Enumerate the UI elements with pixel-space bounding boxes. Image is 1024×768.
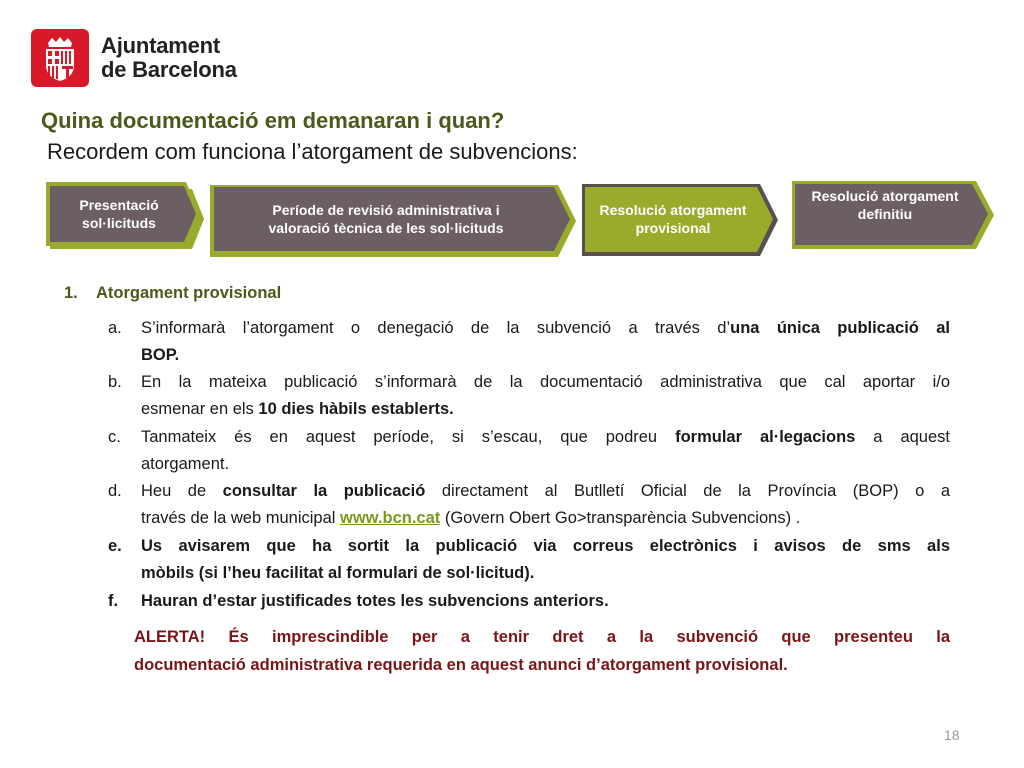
step-2-label: Període de revisió administrativa i valoració tècnica de les sol·licituds [268,202,504,236]
item-c-line-2: atorgament. [141,455,230,473]
item-b-line-2: esmenar en els 10 dies hàbils establerts. [141,400,454,418]
list-marker: a. [108,319,122,337]
page-number: 18 [944,727,960,743]
list-marker: c. [108,428,121,446]
logo-line-1: Ajuntament [101,33,221,58]
list-marker: b. [108,373,122,391]
list-marker: f. [108,592,119,610]
process-step-resolucio-definitiu [790,179,998,253]
page-title: Quina documentació em demanaran i quan? [41,108,505,133]
section-number: 1. [64,284,78,302]
alert-line-2: documentació administrativa requerida en aquest anunci d’atorgament provisional. [134,656,788,674]
barcelona-seal-icon [31,29,89,87]
item-e-line-1: Us avisarem que ha sortit la publicació via correus electrònics i avisos de sms als [141,537,950,555]
step-3-label: Resolució atorgament provisional [599,202,747,236]
item-e-line-2: mòbils (si l’heu facilitat al formulari de sol·licitud). [141,564,535,582]
process-step-presentacio [44,180,204,252]
logo-line-2: de Barcelona [101,57,237,82]
logo-text [101,34,237,82]
item-a-line-1: S’informarà l’atorgament o denegació de la subvenció a través d’una única publicació al [141,319,950,337]
process-step-resolucio-provisional [580,182,782,258]
section-heading: Atorgament provisional [96,284,282,302]
process-step-revisio [208,181,580,261]
step-4-label: Resolució atorgament definitiu [811,188,959,222]
item-a-line-2: BOP. [141,346,180,364]
bcn-website-link[interactable]: www.bcn.cat [340,509,441,527]
item-c-line-1: Tanmateix és en aquest període, si s’escau, que podreu formular al·legacions a aquest [141,428,950,446]
item-f-line-1: Hauran d’estar justificades totes les subvencions anteriors. [141,592,609,610]
item-d-line-1: Heu de consultar la publicació directament al Butlletí Oficial de la Província (BOP) o a [141,482,951,500]
item-d-line-2: través de la web municipal www.bcn.cat (Govern Obert Go>transparència Subvencions) . [141,509,801,527]
logo [31,29,237,87]
alert-line-1: ALERTA! És imprescindible per a tenir dret a la subvenció que presenteu la [134,628,950,646]
list-marker: d. [108,482,122,500]
list-marker: e. [108,537,122,555]
page-subtitle: Recordem com funciona l’atorgament de subvencions: [47,139,578,164]
step-1-label: Presentació sol·licituds [79,197,159,231]
item-b-line-1: En la mateixa publicació s’informarà de la documentació administrativa que cal aportar i/o [141,373,950,391]
